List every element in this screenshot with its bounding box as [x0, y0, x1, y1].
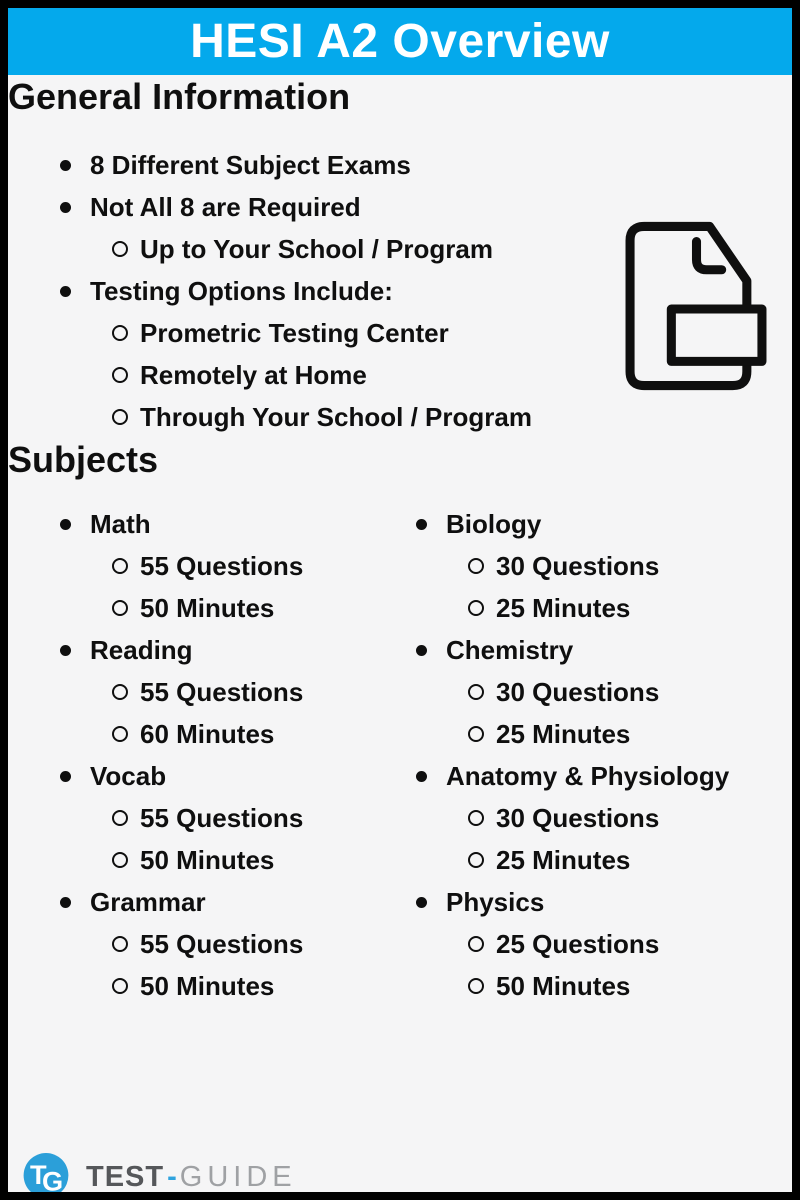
subject-detail-label: 50 Minutes [140, 971, 275, 1001]
subject-detail [416, 839, 772, 881]
circle-bullet-icon [112, 367, 128, 383]
subject-detail-label: 50 Minutes [140, 845, 275, 875]
bullet-icon [60, 771, 71, 782]
subject-item [60, 755, 416, 797]
subject-label: Physics [446, 887, 545, 917]
subject-detail [416, 545, 772, 587]
subject-detail [60, 545, 416, 587]
subject-item [416, 503, 772, 545]
circle-bullet-icon [112, 325, 128, 341]
circle-bullet-icon [112, 936, 128, 952]
subjects-columns [8, 503, 792, 1007]
subjects-list [416, 503, 772, 1007]
subject-item [416, 755, 772, 797]
list-item [60, 396, 792, 438]
subject-detail-label: 55 Questions [140, 551, 304, 581]
subject-detail [60, 713, 416, 755]
general-information-heading: General Information [8, 76, 351, 117]
brand-guide-text: GUIDE [179, 1160, 297, 1193]
subject-detail [416, 965, 772, 1007]
list-item-label: Remotely at Home [140, 360, 367, 390]
subject-detail [60, 923, 416, 965]
bullet-icon [416, 645, 427, 656]
header-banner [8, 8, 792, 75]
list-item-label: Not All 8 are Required [90, 192, 361, 222]
subject-detail-label: 60 Minutes [140, 719, 275, 749]
page-title: HESI A2 Overview [190, 15, 610, 68]
subject-label: Vocab [90, 761, 167, 791]
subject-label: Biology [446, 509, 542, 539]
footer-brand [22, 1150, 297, 1200]
subject-detail [60, 671, 416, 713]
circle-bullet-icon [112, 600, 128, 616]
circle-bullet-icon [468, 558, 484, 574]
circle-bullet-icon [112, 684, 128, 700]
circle-bullet-icon [468, 684, 484, 700]
subject-item [416, 881, 772, 923]
subjects-column-left [60, 503, 416, 1007]
list-item-label: Through Your School / Program [140, 402, 532, 432]
list-item-label: Testing Options Include: [90, 276, 393, 306]
subject-detail-label: 25 Minutes [496, 593, 631, 623]
test-guide-logo-icon [22, 1149, 70, 1200]
bullet-icon [416, 519, 427, 530]
circle-bullet-icon [468, 726, 484, 742]
subjects-list [60, 503, 416, 1007]
bullet-icon [60, 160, 71, 171]
subject-detail-label: 30 Questions [496, 803, 660, 833]
bullet-icon [60, 286, 71, 297]
circle-bullet-icon [112, 852, 128, 868]
subject-detail-label: 55 Questions [140, 929, 304, 959]
subject-detail [60, 797, 416, 839]
circle-bullet-icon [112, 241, 128, 257]
circle-bullet-icon [468, 810, 484, 826]
subject-detail-label: 25 Minutes [496, 845, 631, 875]
subject-detail [416, 923, 772, 965]
subject-detail-label: 30 Questions [496, 677, 660, 707]
list-item-label: Prometric Testing Center [140, 318, 449, 348]
subject-item [60, 503, 416, 545]
bullet-icon [60, 897, 71, 908]
subject-label: Anatomy & Physiology [446, 761, 730, 791]
brand-test-text: TEST [86, 1160, 165, 1193]
subject-detail-label: 25 Minutes [496, 719, 631, 749]
subject-detail [60, 587, 416, 629]
svg-text:G: G [42, 1165, 64, 1197]
subject-item [416, 629, 772, 671]
circle-bullet-icon [112, 810, 128, 826]
svg-text:T: T [30, 1159, 47, 1191]
list-item [60, 144, 792, 186]
subject-detail [60, 965, 416, 1007]
subject-label: Reading [90, 635, 193, 665]
subject-detail-label: 50 Minutes [496, 971, 631, 1001]
circle-bullet-icon [468, 600, 484, 616]
circle-bullet-icon [112, 978, 128, 994]
subject-detail [416, 587, 772, 629]
subject-detail-label: 25 Questions [496, 929, 660, 959]
list-item-label: Up to Your School / Program [140, 234, 493, 264]
subject-detail-label: 55 Questions [140, 677, 304, 707]
subject-detail [416, 713, 772, 755]
bullet-icon [416, 897, 427, 908]
circle-bullet-icon [112, 558, 128, 574]
subject-label: Math [90, 509, 151, 539]
subject-detail [416, 797, 772, 839]
subject-detail-label: 55 Questions [140, 803, 304, 833]
bullet-icon [60, 645, 71, 656]
subject-detail [416, 671, 772, 713]
subject-label: Grammar [90, 887, 206, 917]
subjects-heading: Subjects [8, 439, 159, 480]
bullet-icon [60, 519, 71, 530]
circle-bullet-icon [468, 852, 484, 868]
bullet-icon [60, 202, 71, 213]
subject-detail [60, 839, 416, 881]
subject-item [60, 881, 416, 923]
circle-bullet-icon [468, 936, 484, 952]
circle-bullet-icon [112, 726, 128, 742]
subject-label: Chemistry [446, 635, 574, 665]
brand-wordmark [86, 1161, 297, 1194]
subjects-column-right [416, 503, 772, 1007]
subject-detail-label: 50 Minutes [140, 593, 275, 623]
subject-item [60, 629, 416, 671]
bullet-icon [416, 771, 427, 782]
document-icon [623, 220, 769, 392]
subject-detail-label: 30 Questions [496, 551, 660, 581]
circle-bullet-icon [112, 409, 128, 425]
circle-bullet-icon [468, 978, 484, 994]
brand-hyphen: - [167, 1160, 177, 1193]
list-item-label: 8 Different Subject Exams [90, 150, 411, 180]
